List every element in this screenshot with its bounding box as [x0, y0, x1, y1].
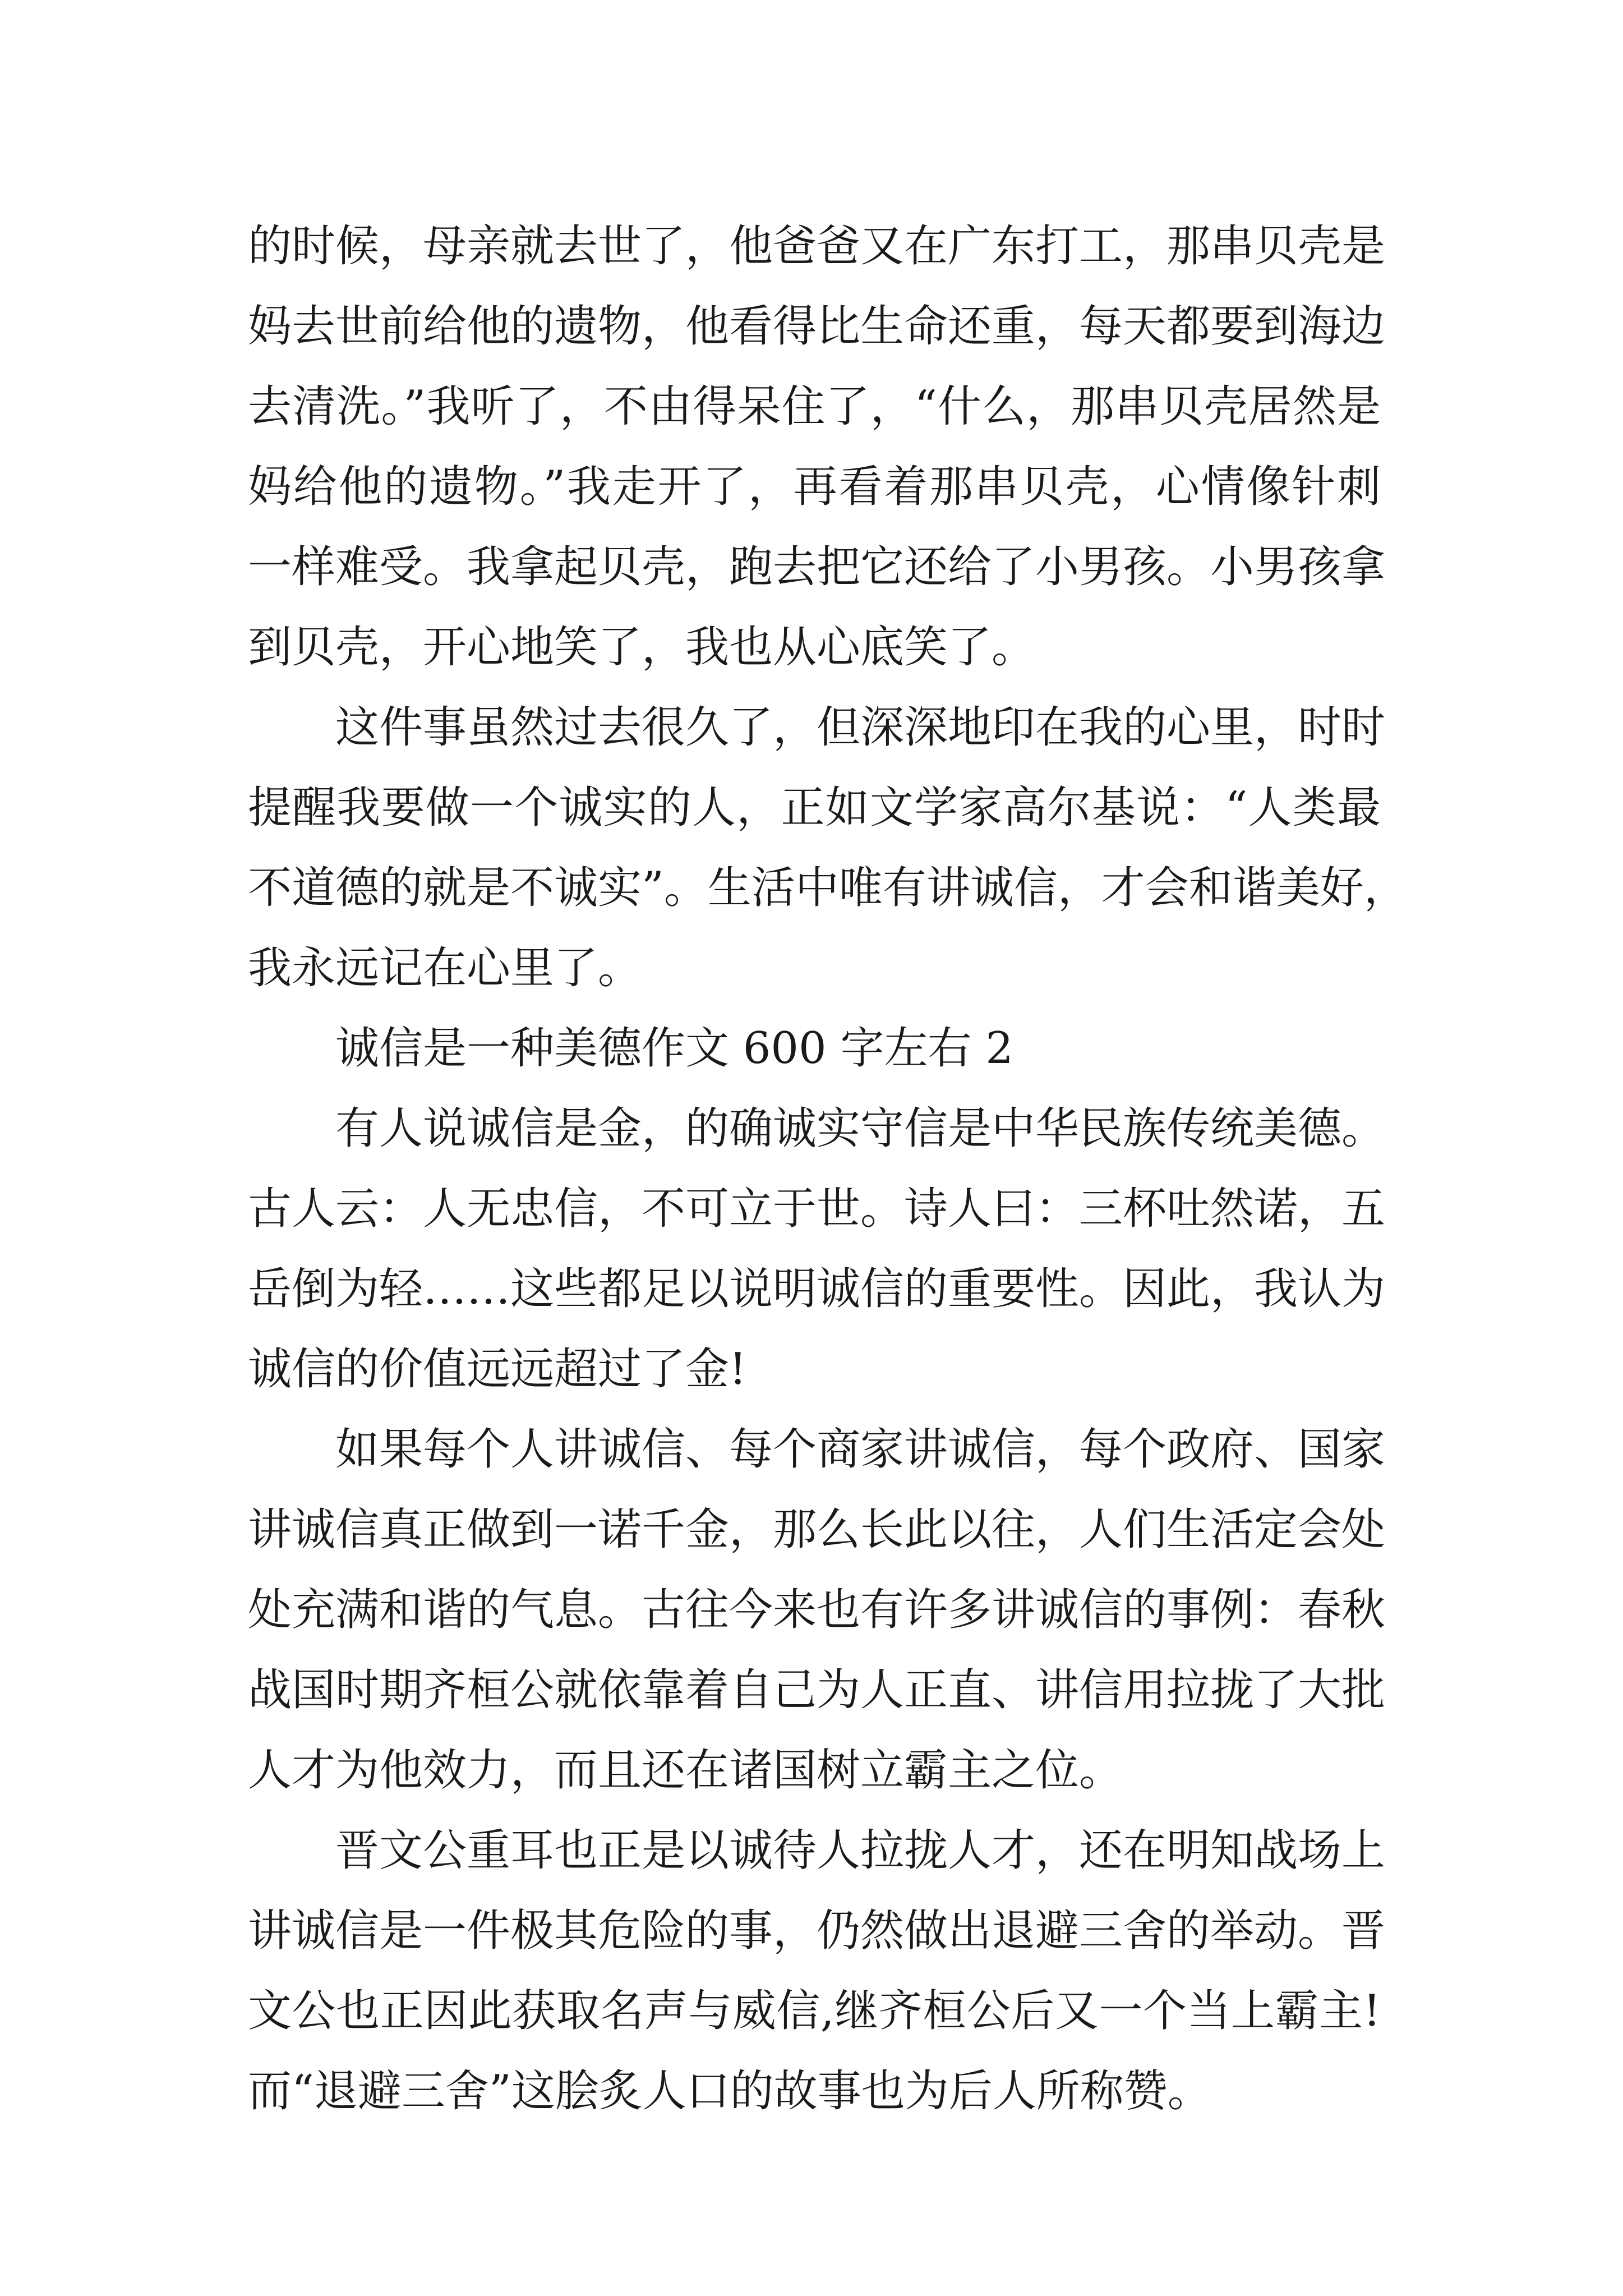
text-line: 讲诚信真正做到一诺千金，那么长此以往，人们生活定会处 [248, 1504, 1386, 1555]
text-line: 不道德的就是不诚实”。生活中唯有讲诚信，才会和谐美好， [248, 863, 1408, 913]
document-body [248, 206, 1408, 2132]
text-line: 处充满和谐的气息。古往今来也有许多讲诚信的事例：春秋 [248, 1585, 1386, 1635]
text-line: 去清洗。”我听了，不由得呆住了，“什么，那串贝壳居然是 [248, 381, 1381, 432]
text-line: 到贝壳，开心地笑了，我也从心底笑了。 [248, 622, 1036, 673]
text-line: 一样难受。我拿起贝壳，跑去把它还给了小男孩。小男孩拿 [248, 542, 1386, 592]
text-line: 我永远记在心里了。 [248, 943, 642, 993]
text-line: 的时候，母亲就去世了，他爸爸又在广东打工，那串贝壳是 [248, 221, 1386, 272]
text-line: 妈给他的遗物。”我走开了，再看着那串贝壳，心情像针刺 [248, 462, 1381, 512]
text-line: 而“退避三舍”这脍炙人口的故事也为后人所称赞。 [248, 2066, 1211, 2116]
section-heading: 诚信是一种美德作文 600 字左右 2 [335, 1023, 1013, 1074]
text-line: 文公也正因此获取名声与威信,继齐桓公后又一个当上霸主! [248, 1986, 1381, 2036]
text-line: 战国时期齐桓公就依靠着自己为人正直、讲信用拉拢了大批 [248, 1665, 1386, 1715]
text-line: 这件事虽然过去很久了，但深深地印在我的心里，时时 [335, 702, 1386, 753]
text-line: 有人说诚信是金，的确诚实守信是中华民族传统美德。 [335, 1103, 1386, 1154]
text-line: 人才为他效力，而且还在诸国树立霸主之位。 [248, 1745, 1123, 1796]
text-line: 古人云：人无忠信，不可立于世。诗人曰：三杯吐然诺，五 [248, 1184, 1386, 1234]
text-line: 晋文公重耳也正是以诚待人拉拢人才，还在明知战场上 [335, 1825, 1386, 1876]
text-line: 妈去世前给他的遗物，他看得比生命还重，每天都要到海边 [248, 301, 1386, 352]
text-line: 提醒我要做一个诚实的人，正如文学家高尔基说：“人类最 [248, 783, 1381, 833]
text-line: 如果每个人讲诚信、每个商家讲诚信，每个政府、国家 [335, 1424, 1386, 1475]
text-line: 诚信的价值远远超过了金! [248, 1344, 747, 1395]
text-line: 讲诚信是一件极其危险的事，仍然做出退避三舍的举动。晋 [248, 1906, 1386, 1956]
text-line: 岳倒为轻……这些都足以说明诚信的重要性。因此，我认为 [248, 1264, 1386, 1314]
